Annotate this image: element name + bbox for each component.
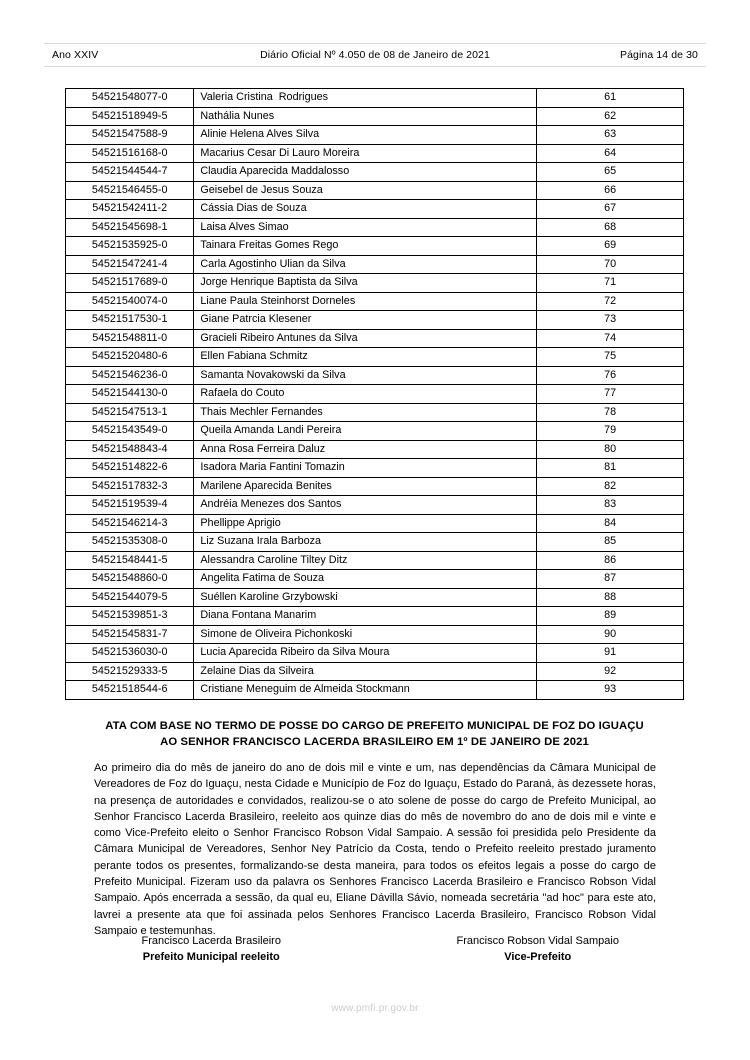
table-row bbox=[66, 496, 684, 515]
cell-name: Samanta Novakowski da Silva bbox=[194, 366, 537, 385]
cell-number: 90 bbox=[537, 625, 684, 644]
cell-name: Lucia Aparecida Ribeiro da Silva Moura bbox=[194, 644, 537, 663]
cell-registration: 54521545698-1 bbox=[66, 218, 194, 237]
table-row bbox=[66, 681, 684, 700]
cell-number: 73 bbox=[537, 311, 684, 330]
cell-name: Gracieli Ribeiro Antunes da Silva bbox=[194, 329, 537, 348]
table-row bbox=[66, 200, 684, 219]
signature-mayor-role: Prefeito Municipal reeleito bbox=[142, 950, 280, 963]
cell-number: 79 bbox=[537, 422, 684, 441]
cell-name: Isadora Maria Fantini Tomazin bbox=[194, 459, 537, 478]
cell-registration: 54521544079-5 bbox=[66, 588, 194, 607]
cell-name: Macarius Cesar Di Lauro Moreira bbox=[194, 144, 537, 163]
cell-number: 89 bbox=[537, 607, 684, 626]
cell-name: Andréia Menezes dos Santos bbox=[194, 496, 537, 515]
registration-table bbox=[65, 88, 684, 700]
table-row bbox=[66, 588, 684, 607]
cell-registration: 54521548860-0 bbox=[66, 570, 194, 589]
cell-name: Claudia Aparecida Maddalosso bbox=[194, 163, 537, 182]
cell-registration: 54521542411-2 bbox=[66, 200, 194, 219]
cell-number: 88 bbox=[537, 588, 684, 607]
cell-name: Suéllen Karoline Grzybowski bbox=[194, 588, 537, 607]
cell-name: Liane Paula Steinhorst Dorneles bbox=[194, 292, 537, 311]
cell-number: 81 bbox=[537, 459, 684, 478]
cell-registration: 54521545831-7 bbox=[66, 625, 194, 644]
running-header bbox=[44, 43, 706, 67]
cell-name: Ellen Fabiana Schmitz bbox=[194, 348, 537, 367]
cell-name: Laisa Alves Simao bbox=[194, 218, 537, 237]
cell-number: 80 bbox=[537, 440, 684, 459]
footer-url: www.pmfi.pr.gov.br bbox=[331, 1003, 419, 1014]
signature-vice-mayor-name: Francisco Robson Vidal Sampaio bbox=[456, 935, 619, 947]
cell-registration: 54521540074-0 bbox=[66, 292, 194, 311]
signature-vice-mayor bbox=[382, 934, 685, 965]
registration-table-body bbox=[66, 89, 684, 700]
cell-registration: 54521548811-0 bbox=[66, 329, 194, 348]
cell-registration: 54521516168-0 bbox=[66, 144, 194, 163]
table-row bbox=[66, 89, 684, 108]
cell-registration: 54521546214-3 bbox=[66, 514, 194, 533]
table-row bbox=[66, 644, 684, 663]
cell-number: 65 bbox=[537, 163, 684, 182]
act-title-line-1: ATA COM BASE NO TERMO DE POSSE DO CARGO DE PREFEITO MUNICIPAL DE FOZ DO IGUAÇU bbox=[105, 720, 644, 732]
header-publication-title: Diário Oficial Nº 4.050 de 08 de Janeiro de 2021 bbox=[260, 49, 490, 61]
table-row bbox=[66, 237, 684, 256]
table-row bbox=[66, 255, 684, 274]
cell-registration: 54521546236-0 bbox=[66, 366, 194, 385]
table-row bbox=[66, 144, 684, 163]
table-row bbox=[66, 218, 684, 237]
cell-name: Carla Agostinho Ulian da Silva bbox=[194, 255, 537, 274]
cell-number: 71 bbox=[537, 274, 684, 293]
cell-name: Anna Rosa Ferreira Daluz bbox=[194, 440, 537, 459]
cell-number: 70 bbox=[537, 255, 684, 274]
cell-registration: 54521546455-0 bbox=[66, 181, 194, 200]
cell-registration: 54521517689-0 bbox=[66, 274, 194, 293]
cell-name: Nathália Nunes bbox=[194, 107, 537, 126]
table-row bbox=[66, 274, 684, 293]
cell-registration: 54521547241-4 bbox=[66, 255, 194, 274]
cell-number: 83 bbox=[537, 496, 684, 515]
table-row bbox=[66, 662, 684, 681]
table-row bbox=[66, 107, 684, 126]
cell-number: 63 bbox=[537, 126, 684, 145]
cell-registration: 54521517530-1 bbox=[66, 311, 194, 330]
cell-number: 72 bbox=[537, 292, 684, 311]
cell-number: 78 bbox=[537, 403, 684, 422]
act-body-text: Ao primeiro dia do mês de janeiro do ano de dois mil e vinte e um, nas dependências da Câmara Municipal de Vereadores de Foz do Iguaçu, nesta Cidade e Município de Foz do Iguaçu, Estado do Paraná, às dezessete horas, na presença de autoridades e convidados, realizou-se o ato solene de posse do cargo de Prefeito Municipal, ao Senhor Francisco Lacerda Brasileiro, reeleito aos quinze dias do mês de novembro do ano de dois mil e vinte e como Vice-Prefeito eleito o Senhor Francisco Robson Vidal Sampaio. A sessão foi presidida pelo Presidente da Câmara Municipal de Vereadores, Senhor Ney Patrício da Costa, tendo o Prefeito reeleito prestado juramento perante todos os presentes, formalizando-se desta maneira, para todos os efeitos legais a posse do cargo de Prefeito Municipal. Fizeram uso da palavra os Senhores Francisco Lacerda Brasileiro e Francisco Robson Vidal Sampaio. Após encerrada a sessão, da qual eu, Eliane Dávilla Sávio, nomeada secretária "ad hoc" para este ato, lavrei a presente ata que foi assinada pelos Senhores Francisco Lacerda Brasileiro, Francisco Robson Vidal Sampaio e testemunhas. bbox=[94, 762, 656, 937]
table-row bbox=[66, 607, 684, 626]
cell-name: Jorge Henrique Baptista da Silva bbox=[194, 274, 537, 293]
table-row bbox=[66, 570, 684, 589]
cell-number: 82 bbox=[537, 477, 684, 496]
cell-number: 74 bbox=[537, 329, 684, 348]
cell-name: Liz Suzana Irala Barboza bbox=[194, 533, 537, 552]
cell-name: Angelita Fatima de Souza bbox=[194, 570, 537, 589]
table-row bbox=[66, 181, 684, 200]
cell-number: 64 bbox=[537, 144, 684, 163]
cell-number: 84 bbox=[537, 514, 684, 533]
cell-number: 86 bbox=[537, 551, 684, 570]
cell-number: 69 bbox=[537, 237, 684, 256]
cell-number: 68 bbox=[537, 218, 684, 237]
cell-number: 62 bbox=[537, 107, 684, 126]
cell-name: Cássia Dias de Souza bbox=[194, 200, 537, 219]
cell-number: 75 bbox=[537, 348, 684, 367]
act-title bbox=[65, 718, 684, 750]
cell-name: Thais Mechler Fernandes bbox=[194, 403, 537, 422]
cell-name: Giane Patrcia Klesener bbox=[194, 311, 537, 330]
cell-number: 61 bbox=[537, 89, 684, 108]
cell-name: Valeria Cristina Rodrigues bbox=[194, 89, 537, 108]
cell-number: 66 bbox=[537, 181, 684, 200]
cell-name: Phellippe Aprigio bbox=[194, 514, 537, 533]
cell-number: 67 bbox=[537, 200, 684, 219]
signature-vice-mayor-role: Vice-Prefeito bbox=[504, 950, 572, 963]
table-row bbox=[66, 440, 684, 459]
cell-registration: 54521548077-0 bbox=[66, 89, 194, 108]
table-row bbox=[66, 422, 684, 441]
cell-registration: 54521535308-0 bbox=[66, 533, 194, 552]
table-row bbox=[66, 126, 684, 145]
cell-name: Marilene Aparecida Benites bbox=[194, 477, 537, 496]
table-row bbox=[66, 459, 684, 478]
cell-name: Queila Amanda Landi Pereira bbox=[194, 422, 537, 441]
cell-name: Tainara Freitas Gomes Rego bbox=[194, 237, 537, 256]
table-row bbox=[66, 477, 684, 496]
cell-name: Cristiane Meneguim de Almeida Stockmann bbox=[194, 681, 537, 700]
cell-registration: 54521514822-6 bbox=[66, 459, 194, 478]
cell-registration: 54521519539-4 bbox=[66, 496, 194, 515]
cell-registration: 54521539851-3 bbox=[66, 607, 194, 626]
cell-name: Alessandra Caroline Tiltey Ditz bbox=[194, 551, 537, 570]
signature-mayor bbox=[65, 934, 382, 965]
cell-registration: 54521517832-3 bbox=[66, 477, 194, 496]
table-row bbox=[66, 329, 684, 348]
cell-number: 87 bbox=[537, 570, 684, 589]
cell-registration: 54521518544-6 bbox=[66, 681, 194, 700]
table-row bbox=[66, 551, 684, 570]
act-title-line-2: AO SENHOR FRANCISCO LACERDA BRASILEIRO EM 1º DE JANEIRO DE 2021 bbox=[160, 736, 589, 748]
table-row bbox=[66, 311, 684, 330]
table-row bbox=[66, 348, 684, 367]
table-row bbox=[66, 514, 684, 533]
table-row bbox=[66, 385, 684, 404]
cell-registration: 54521544544-7 bbox=[66, 163, 194, 182]
cell-number: 77 bbox=[537, 385, 684, 404]
cell-name: Alinie Helena Alves Silva bbox=[194, 126, 537, 145]
cell-registration: 54521548843-4 bbox=[66, 440, 194, 459]
table-row bbox=[66, 366, 684, 385]
cell-registration: 54521520480-6 bbox=[66, 348, 194, 367]
cell-registration: 54521536030-0 bbox=[66, 644, 194, 663]
signature-block bbox=[65, 934, 684, 965]
table-row bbox=[66, 403, 684, 422]
cell-registration: 54521543549-0 bbox=[66, 422, 194, 441]
cell-registration: 54521547588-9 bbox=[66, 126, 194, 145]
cell-name: Zelaine Dias da Silveira bbox=[194, 662, 537, 681]
header-year: Ano XXIV bbox=[52, 49, 99, 61]
table-row bbox=[66, 163, 684, 182]
cell-number: 76 bbox=[537, 366, 684, 385]
header-page-number: Página 14 de 30 bbox=[620, 49, 698, 61]
signature-mayor-name: Francisco Lacerda Brasileiro bbox=[141, 935, 281, 947]
cell-name: Simone de Oliveira Pichonkoski bbox=[194, 625, 537, 644]
cell-registration: 54521544130-0 bbox=[66, 385, 194, 404]
cell-registration: 54521548441-5 bbox=[66, 551, 194, 570]
cell-registration: 54521535925-0 bbox=[66, 237, 194, 256]
cell-name: Rafaela do Couto bbox=[194, 385, 537, 404]
cell-number: 85 bbox=[537, 533, 684, 552]
cell-registration: 54521547513-1 bbox=[66, 403, 194, 422]
cell-registration: 54521518949-5 bbox=[66, 107, 194, 126]
table-row bbox=[66, 533, 684, 552]
cell-number: 93 bbox=[537, 681, 684, 700]
cell-registration: 54521529333-5 bbox=[66, 662, 194, 681]
cell-number: 91 bbox=[537, 644, 684, 663]
cell-name: Diana Fontana Manarim bbox=[194, 607, 537, 626]
cell-name: Geisebel de Jesus Souza bbox=[194, 181, 537, 200]
table-row bbox=[66, 292, 684, 311]
table-row bbox=[66, 625, 684, 644]
cell-number: 92 bbox=[537, 662, 684, 681]
